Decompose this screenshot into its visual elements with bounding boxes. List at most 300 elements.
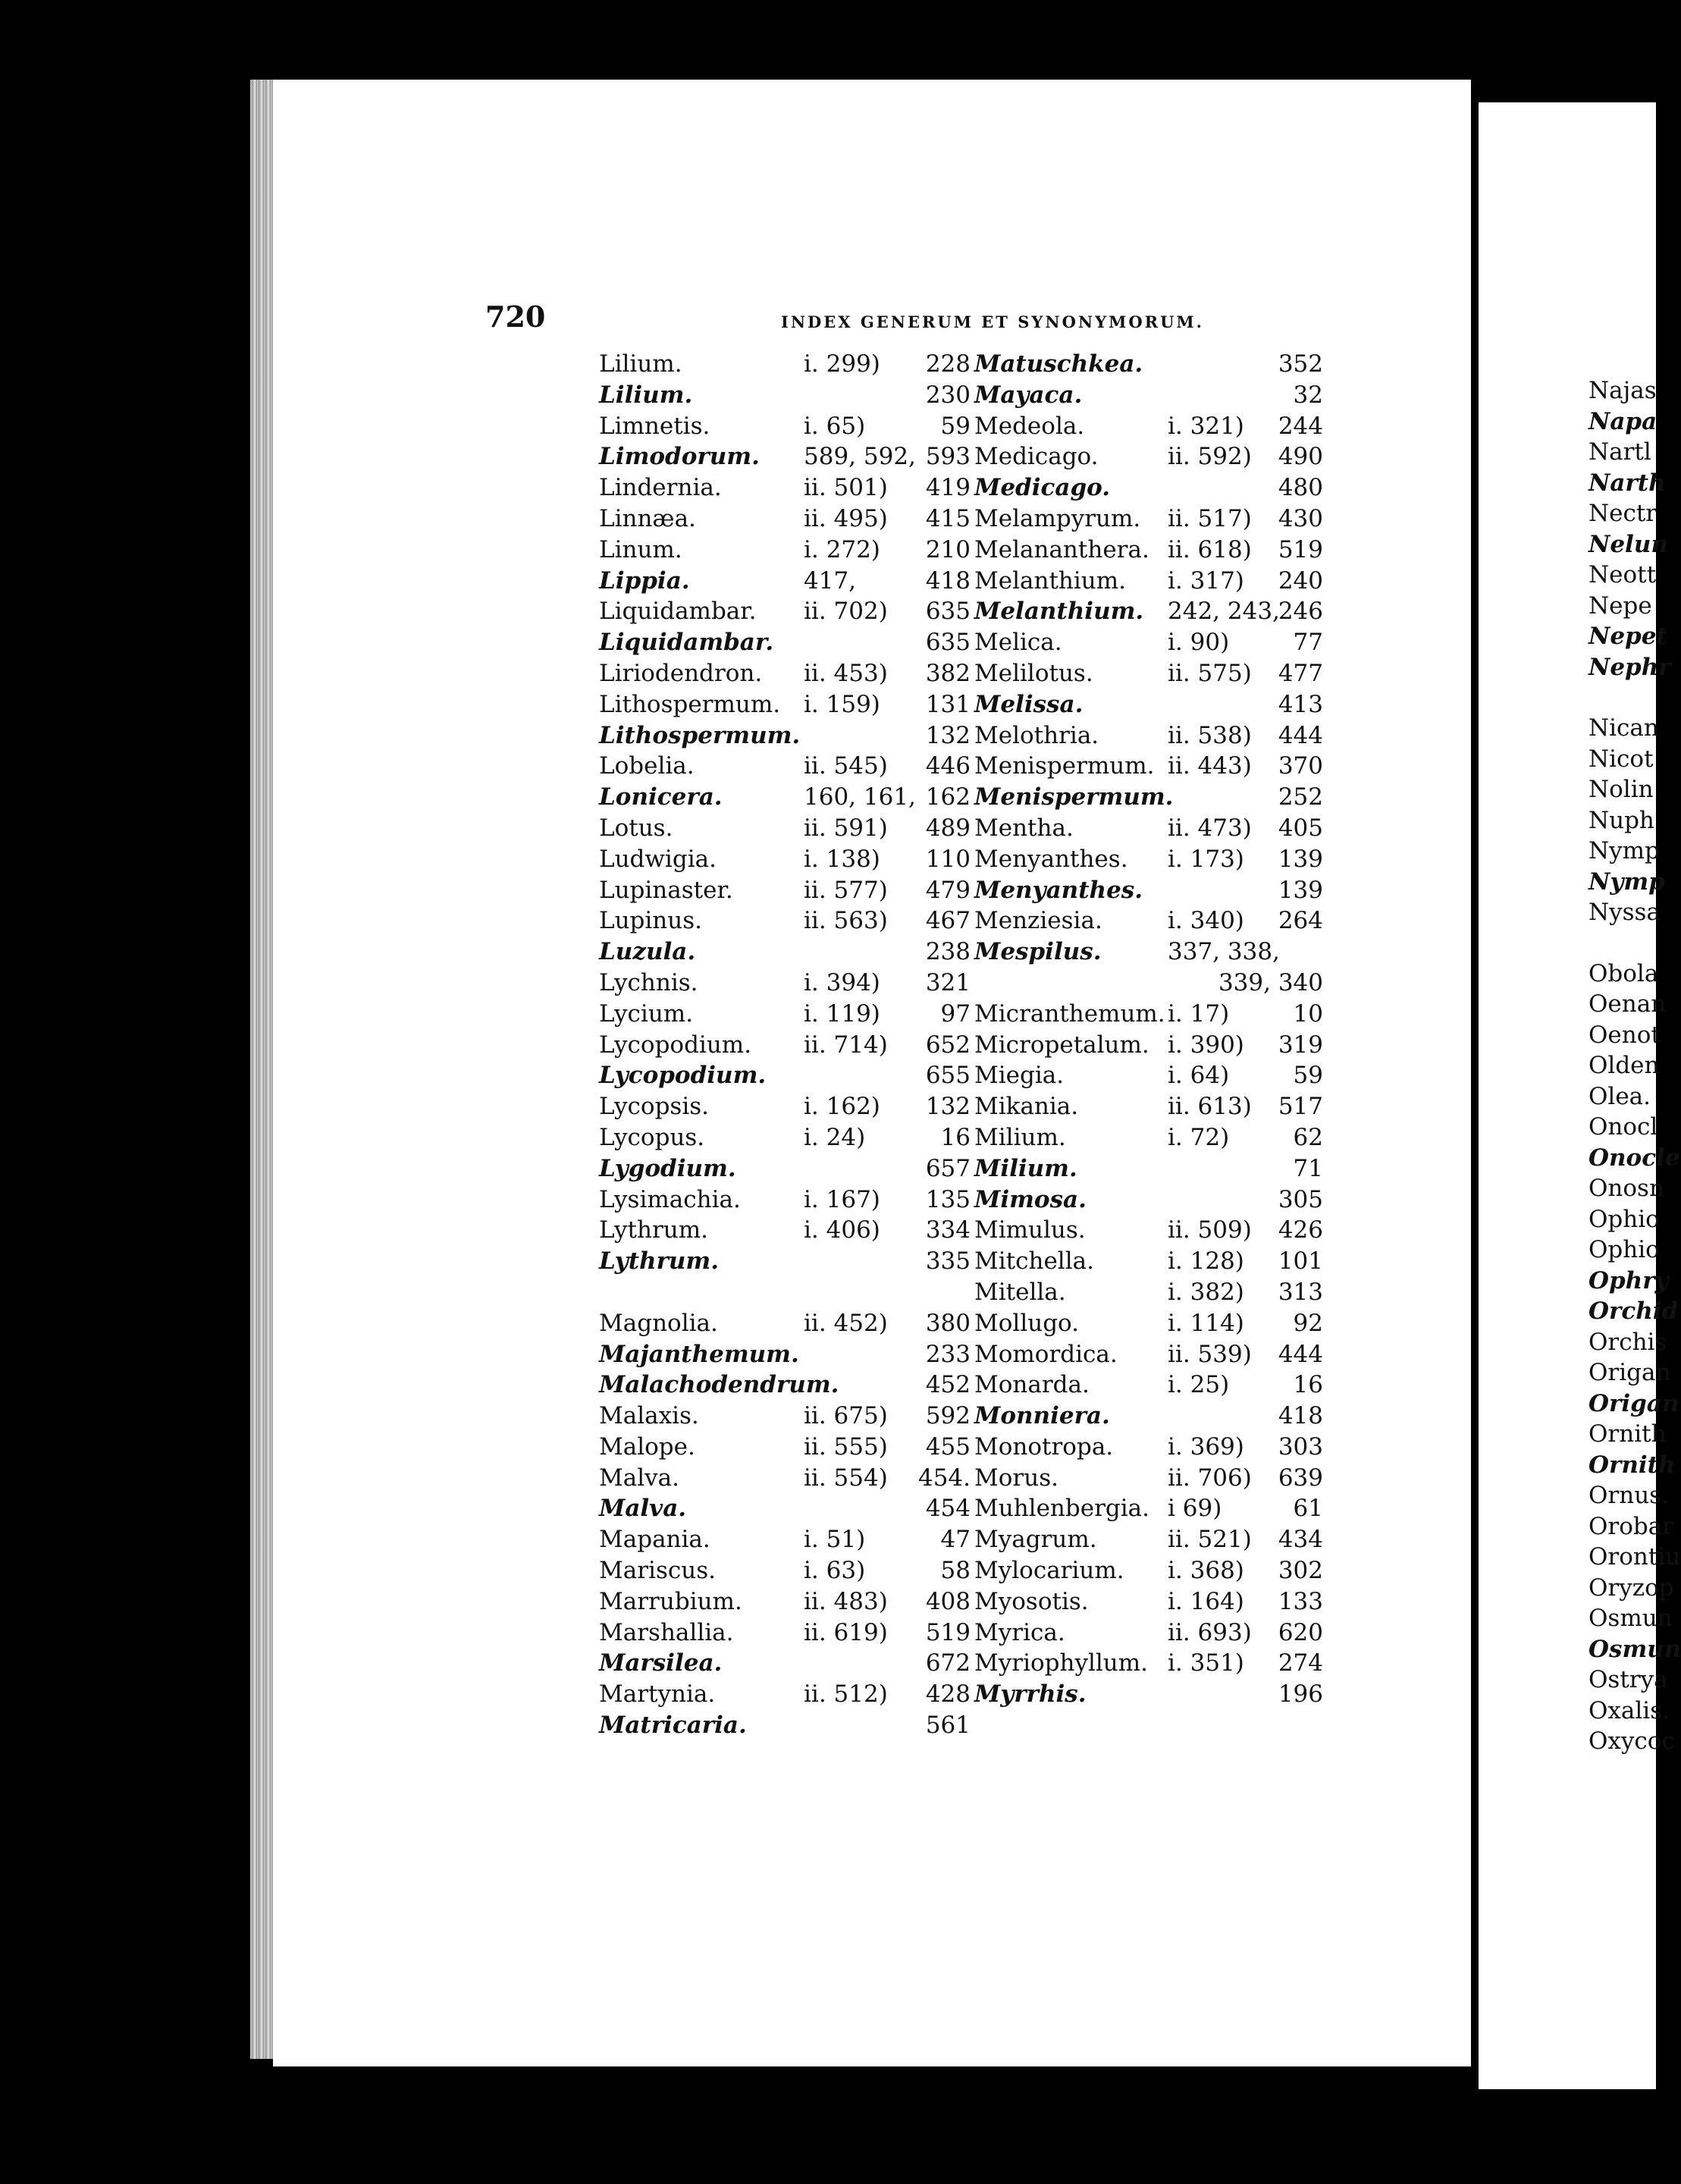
entry-reference: ii. 706) [1168, 1464, 1252, 1492]
entry-page: 489 [925, 814, 971, 842]
entry-page: 101 [1278, 1247, 1323, 1276]
index-entry [974, 1524, 1346, 1555]
entry-reference: ii. 613) [1168, 1093, 1252, 1121]
index-entry [599, 1122, 986, 1153]
entry-reference: ii. 563) [804, 907, 888, 935]
entry-page: 139 [1278, 876, 1323, 904]
entry-page: 233 [925, 1340, 971, 1368]
index-entry [974, 1308, 1346, 1339]
entry-name: Mimulus. [974, 1216, 1086, 1244]
facing-page-entry: Ophio [1588, 1236, 1660, 1263]
entry-page: 479 [925, 876, 971, 904]
index-section-gap [599, 1277, 986, 1308]
index-entry [974, 1030, 1346, 1061]
facing-page-entry: Onocle [1588, 1144, 1680, 1172]
entry-reference: ii. 473) [1168, 814, 1252, 842]
entry-name: Linnæa. [599, 504, 696, 532]
entry-page: 135 [925, 1185, 971, 1213]
entry-page: 339, 340 [1218, 968, 1323, 996]
entry-reference: ii. 575) [1168, 659, 1252, 687]
index-entry [974, 875, 1346, 906]
index-entry [599, 968, 986, 999]
entry-name: Menispermum. [974, 783, 1174, 811]
index-entry [974, 1277, 1346, 1308]
entry-page: 162 [925, 783, 971, 811]
entry-name: Lycium. [599, 999, 694, 1028]
index-entry [599, 566, 986, 597]
entry-page: 133 [1278, 1587, 1323, 1615]
entry-reference: i. 51) [804, 1526, 866, 1554]
entry-page: 434 [1278, 1526, 1323, 1554]
facing-page-entry: Nymp [1588, 868, 1665, 896]
entry-name: Lotus. [599, 814, 673, 842]
index-entry [974, 1555, 1346, 1586]
entry-page: 652 [925, 1031, 971, 1059]
facing-page-entry: Ophio [1588, 1205, 1660, 1233]
entry-reference: ii. 517) [1168, 504, 1252, 532]
entry-name: Morus. [974, 1464, 1058, 1492]
facing-page-entry: Ornith [1588, 1420, 1667, 1448]
index-entry [599, 349, 986, 380]
entry-name: Lychnis. [599, 968, 698, 996]
index-entry [599, 1185, 986, 1216]
entry-page: 455 [925, 1432, 971, 1461]
entry-page: 444 [1278, 1340, 1323, 1368]
entry-reference: ii. 443) [1168, 752, 1252, 780]
entry-name: Lilium. [599, 381, 693, 409]
index-entry [599, 1710, 986, 1741]
entry-name: Lithospermum. [599, 690, 781, 718]
index-entry [599, 441, 986, 472]
index-entry [599, 627, 986, 658]
entry-name: Limnetis. [599, 412, 710, 440]
facing-page-entry: Nartl [1588, 438, 1651, 466]
facing-page-entry: Ornith [1588, 1451, 1676, 1479]
entry-reference: ii. 538) [1168, 721, 1252, 749]
entry-name: Lygodium. [599, 1154, 736, 1182]
entry-page: 672 [925, 1649, 971, 1677]
entry-name: Milium. [974, 1154, 1077, 1182]
entry-name: Myriophyllum. [974, 1649, 1149, 1677]
facing-page-entry: Onosn [1588, 1175, 1664, 1202]
index-entry [599, 1091, 986, 1122]
index-entry [599, 1339, 986, 1370]
entry-name: Mayaca. [974, 381, 1083, 409]
entry-page: 477 [1278, 659, 1323, 687]
entry-reference: ii. 693) [1168, 1618, 1252, 1646]
entry-page: 592 [925, 1402, 971, 1430]
entry-page: 635 [925, 629, 971, 657]
entry-reference: i. 72) [1168, 1123, 1230, 1151]
entry-reference: i. 382) [1168, 1278, 1244, 1306]
facing-page-entry: Osmun [1588, 1605, 1673, 1632]
index-entry [974, 1648, 1346, 1679]
index-entry [599, 1215, 986, 1246]
entry-reference: ii. 714) [804, 1031, 888, 1059]
entry-page: 230 [925, 381, 971, 409]
entry-name: Mariscus. [599, 1557, 716, 1585]
entry-name: Ludwigia. [599, 845, 717, 873]
entry-name: Lupinus. [599, 907, 703, 935]
entry-name: Luzula. [599, 938, 696, 966]
facing-page-entry: Osmun [1588, 1635, 1681, 1663]
entry-page: 77 [1293, 629, 1323, 657]
entry-page: 59 [940, 412, 971, 440]
entry-name: Menyanthes. [974, 876, 1143, 904]
entry-page: 446 [925, 752, 971, 780]
entry-reference: 160, 161, [804, 783, 916, 811]
entry-page: 16 [940, 1123, 971, 1151]
facing-page-entry: Olea. [1588, 1082, 1651, 1110]
entry-name: Malaxis. [599, 1402, 699, 1430]
index-entry [599, 844, 986, 875]
index-entry [974, 380, 1346, 411]
index-entry [599, 1555, 986, 1586]
index-entry [599, 658, 986, 689]
facing-page-entry: Orchid [1588, 1298, 1679, 1325]
entry-reference: i. 90) [1168, 629, 1230, 657]
index-entry [974, 349, 1346, 380]
entry-reference: ii. 555) [804, 1432, 888, 1461]
entry-reference: i. 119) [804, 999, 880, 1028]
entry-page: 454 [925, 1495, 971, 1523]
facing-page-entry: Nelun [1588, 530, 1668, 558]
entry-name: Melanthium. [974, 598, 1144, 626]
entry-page: 131 [925, 690, 971, 718]
entry-reference: i. 340) [1168, 907, 1244, 935]
entry-name: Myrica. [974, 1618, 1065, 1646]
facing-page-entries [1588, 375, 1681, 1757]
entry-page: 92 [1293, 1309, 1323, 1337]
entry-page: 16 [1293, 1371, 1323, 1399]
entry-page: 196 [1278, 1680, 1323, 1709]
entry-reference: i. 394) [804, 968, 880, 996]
entry-name: Medicago. [974, 474, 1111, 502]
entry-reference: i. 299) [804, 350, 880, 378]
index-column-left [599, 349, 986, 1741]
entry-name: Melilotus. [974, 659, 1093, 687]
facing-page-gap [1588, 928, 1681, 959]
index-entry [599, 1370, 986, 1401]
entry-name: Lithospermum. [599, 721, 801, 749]
entry-page: 10 [1293, 999, 1323, 1028]
facing-page-entry: Oryzop [1588, 1574, 1674, 1602]
index-entry [599, 905, 986, 937]
facing-page-entry: Ornus. [1588, 1482, 1669, 1509]
entry-name: Mollugo. [974, 1309, 1080, 1337]
entry-page: 454. [917, 1464, 971, 1492]
running-head: INDEX GENERUM ET SYNONYMORUM. [781, 312, 1204, 331]
entry-page: 321 [925, 968, 971, 996]
index-entry [974, 1493, 1346, 1524]
facing-page-entry: Nymp [1588, 837, 1660, 864]
entry-name: Monarda. [974, 1371, 1090, 1399]
index-entry [599, 1679, 986, 1710]
entry-name: Liquidambar. [599, 598, 757, 626]
facing-page-entry: Obola [1588, 959, 1659, 987]
index-entry [599, 1493, 986, 1524]
index-entry [974, 905, 1346, 937]
entry-reference: i. 159) [804, 690, 880, 718]
entry-name: Micranthemum. [974, 999, 1165, 1028]
entry-page: 32 [1293, 381, 1323, 409]
entry-reference: ii. 618) [1168, 535, 1252, 563]
entry-reference: i. 351) [1168, 1649, 1244, 1677]
entry-name: Malope. [599, 1432, 695, 1461]
entry-page: 418 [1278, 1402, 1323, 1430]
index-entry [974, 999, 1346, 1030]
entry-page: 418 [925, 566, 971, 595]
entry-reference: i. 24) [804, 1123, 866, 1151]
entry-reference: i. 128) [1168, 1247, 1244, 1276]
entry-page: 408 [925, 1587, 971, 1615]
entry-reference: i. 65) [804, 412, 866, 440]
entry-page: 313 [1278, 1278, 1323, 1306]
facing-page-entry: Ostrya [1588, 1666, 1668, 1693]
entry-name: Lycopodium. [599, 1031, 752, 1059]
index-entry [599, 596, 986, 627]
entry-name: Limodorum. [599, 443, 760, 471]
entry-reference: ii. 591) [804, 814, 888, 842]
entry-page: 382 [925, 659, 971, 687]
entry-name: Marrubium. [599, 1587, 742, 1615]
facing-page-entry: Origan [1588, 1389, 1679, 1417]
index-entry [599, 535, 986, 566]
entry-name: Marsilea. [599, 1649, 723, 1677]
index-entry [599, 751, 986, 782]
entry-page: 657 [925, 1154, 971, 1182]
entry-name: Momordica. [974, 1340, 1118, 1368]
entry-name: Mylocarium. [974, 1557, 1124, 1585]
index-entry [974, 658, 1346, 689]
facing-page-entry: Ophry [1588, 1266, 1669, 1294]
entry-reference: 417, [804, 566, 857, 595]
facing-page-entry: Nicot [1588, 745, 1654, 773]
entry-page: 47 [940, 1526, 971, 1554]
entry-page: 334 [925, 1216, 971, 1244]
entry-name: Martynia. [599, 1680, 716, 1709]
index-entry [599, 1432, 986, 1463]
entry-page: 240 [1278, 566, 1323, 595]
index-entry [599, 1030, 986, 1061]
entry-name: Menyanthes. [974, 845, 1128, 873]
entry-name: Miegia. [974, 1062, 1065, 1090]
entry-name: Malva. [599, 1495, 687, 1523]
index-entry [974, 813, 1346, 844]
entry-reference: i. 173) [1168, 845, 1244, 873]
index-entry [974, 689, 1346, 720]
index-entry [974, 1463, 1346, 1494]
entry-name: Mitchella. [974, 1247, 1094, 1276]
entry-page: 58 [940, 1557, 971, 1585]
entry-page: 246 [1278, 598, 1323, 626]
entry-name: Lycopsis. [599, 1093, 710, 1121]
entry-reference: ii. 512) [804, 1680, 888, 1709]
entry-name: Melica. [974, 629, 1062, 657]
index-entry [599, 1153, 986, 1185]
index-entry [974, 751, 1346, 782]
entry-page: 132 [925, 1093, 971, 1121]
entry-page: 380 [925, 1309, 971, 1337]
index-entry [974, 720, 1346, 752]
entry-reference: i. 164) [1168, 1587, 1244, 1615]
entry-page: 252 [1278, 783, 1323, 811]
facing-page-entry: Oxalis. [1588, 1696, 1670, 1724]
index-entry [974, 596, 1346, 627]
entry-name: Monniera. [974, 1402, 1110, 1430]
entry-page: 61 [1293, 1495, 1323, 1523]
entry-page: 561 [925, 1712, 971, 1740]
entry-page: 635 [925, 598, 971, 626]
entry-page: 319 [1278, 1031, 1323, 1059]
entry-page: 519 [1278, 535, 1323, 563]
entry-name: Medeola. [974, 412, 1085, 440]
index-entry [974, 1185, 1346, 1216]
entry-reference: ii. 545) [804, 752, 888, 780]
entry-name: Menziesia. [974, 907, 1102, 935]
index-entry [974, 1339, 1346, 1370]
index-entry [599, 1618, 986, 1649]
entry-reference: ii. 501) [804, 474, 888, 502]
facing-page-entry: Orobar [1588, 1512, 1674, 1540]
entry-name: Lindernia. [599, 474, 722, 502]
index-entry [599, 1401, 986, 1432]
index-entry [974, 1060, 1346, 1091]
entry-reference: i. 167) [804, 1185, 880, 1213]
entry-page: 370 [1278, 752, 1323, 780]
entry-name: Matuschkea. [974, 350, 1143, 378]
index-entry [974, 1215, 1346, 1246]
entry-name: Muhlenbergia. [974, 1495, 1150, 1523]
entry-name: Magnolia. [599, 1309, 718, 1337]
entry-reference: ii. 521) [1168, 1526, 1252, 1554]
index-entry [599, 1586, 986, 1618]
entry-name: Myosotis. [974, 1587, 1089, 1615]
entry-name: Majanthemum. [599, 1340, 799, 1368]
index-entry [974, 1246, 1346, 1277]
entry-reference: i. 390) [1168, 1031, 1244, 1059]
entry-name: Lobelia. [599, 752, 695, 780]
entry-reference: ii. 539) [1168, 1340, 1252, 1368]
entry-reference: i. 64) [1168, 1062, 1230, 1090]
entry-reference: i. 114) [1168, 1309, 1244, 1337]
index-entry [599, 782, 986, 813]
facing-page-entry: Oenot [1588, 1021, 1661, 1049]
index-entry [974, 1401, 1346, 1432]
index-entry [599, 1648, 986, 1679]
entry-reference: ii. 495) [804, 504, 888, 532]
entry-name: Lippia. [599, 566, 690, 595]
facing-page-entry: Neott [1588, 561, 1657, 588]
entry-page: 71 [1293, 1154, 1323, 1182]
page-number: 720 [485, 300, 546, 334]
entry-page: 139 [1278, 845, 1323, 873]
entry-page: 132 [925, 721, 971, 749]
entry-name: Mapania. [599, 1526, 710, 1554]
index-entry [974, 844, 1346, 875]
entry-page: 303 [1278, 1432, 1323, 1461]
index-entry [974, 1432, 1346, 1463]
entry-page: 413 [1278, 690, 1323, 718]
entry-name: Melissa. [974, 690, 1084, 718]
entry-page: 62 [1293, 1123, 1323, 1151]
entry-page: 110 [925, 845, 971, 873]
index-entry [599, 504, 986, 535]
index-entry [599, 689, 986, 720]
facing-page-entry: Nepe [1588, 592, 1652, 620]
facing-page-entry: Nepet [1588, 623, 1667, 650]
entry-name: Milium. [974, 1123, 1066, 1151]
index-entry [599, 380, 986, 411]
entry-reference: i. 406) [804, 1216, 880, 1244]
entry-name: Mikania. [974, 1093, 1079, 1121]
facing-page-entry: Orontiu [1588, 1543, 1681, 1571]
entry-reference: ii. 483) [804, 1587, 888, 1615]
facing-page-entry: Narth [1588, 469, 1666, 497]
entry-reference: i. 25) [1168, 1371, 1230, 1399]
facing-page-entry: Oenan [1588, 990, 1667, 1018]
index-entry [599, 472, 986, 504]
index-entry [599, 1463, 986, 1494]
entry-reference: 589, 592, [804, 443, 916, 471]
entry-name: Marshallia. [599, 1618, 734, 1646]
entry-name: Malachodendrum. [599, 1371, 839, 1399]
index-entry [974, 1370, 1346, 1401]
index-entry [974, 441, 1346, 472]
entry-reference: ii. 452) [804, 1309, 888, 1337]
entry-name: Mimosa. [974, 1185, 1087, 1213]
entry-name: Melothria. [974, 721, 1099, 749]
facing-page-entry: Nyssa [1588, 899, 1661, 926]
entry-page: 519 [925, 1618, 971, 1646]
entry-page: 59 [1293, 1062, 1323, 1090]
facing-page-entry: Napa [1588, 407, 1657, 435]
entry-page: 335 [925, 1247, 971, 1276]
entry-reference: i. 63) [804, 1557, 866, 1585]
facing-page-entry: Oxycoc [1588, 1727, 1675, 1755]
entry-page: 444 [1278, 721, 1323, 749]
index-entry [599, 999, 986, 1030]
index-entry [974, 1153, 1346, 1185]
entry-name: Mespilus. [974, 938, 1102, 966]
entry-page: 639 [1278, 1464, 1323, 1492]
index-entry [974, 1122, 1346, 1153]
entry-page: 426 [1278, 1216, 1323, 1244]
entry-reference: i. 368) [1168, 1557, 1244, 1585]
entry-reference: ii. 619) [804, 1618, 888, 1646]
entry-name: Lysimachia. [599, 1185, 741, 1213]
entry-name: Lonicera. [599, 783, 723, 811]
entry-name: Myrrhis. [974, 1680, 1087, 1709]
index-entry [599, 875, 986, 906]
entry-name: Melampyrum. [974, 504, 1141, 532]
entry-page: 244 [1278, 412, 1323, 440]
entry-page: 238 [925, 938, 971, 966]
entry-name: Malva. [599, 1464, 679, 1492]
entry-page: 210 [925, 535, 971, 563]
entry-name: Melanthium. [974, 566, 1127, 595]
entry-name: Medicago. [974, 443, 1099, 471]
entry-reference: ii. 702) [804, 598, 888, 626]
entry-reference: 337, 338, [1168, 938, 1280, 966]
entry-page: 264 [1278, 907, 1323, 935]
entry-name: Lycopodium. [599, 1062, 767, 1090]
facing-page-entry: Nephr [1588, 653, 1671, 681]
entry-name: Matricaria. [599, 1712, 747, 1740]
index-entry [599, 411, 986, 442]
index-entry [599, 1308, 986, 1339]
entry-page: 480 [1278, 474, 1323, 502]
